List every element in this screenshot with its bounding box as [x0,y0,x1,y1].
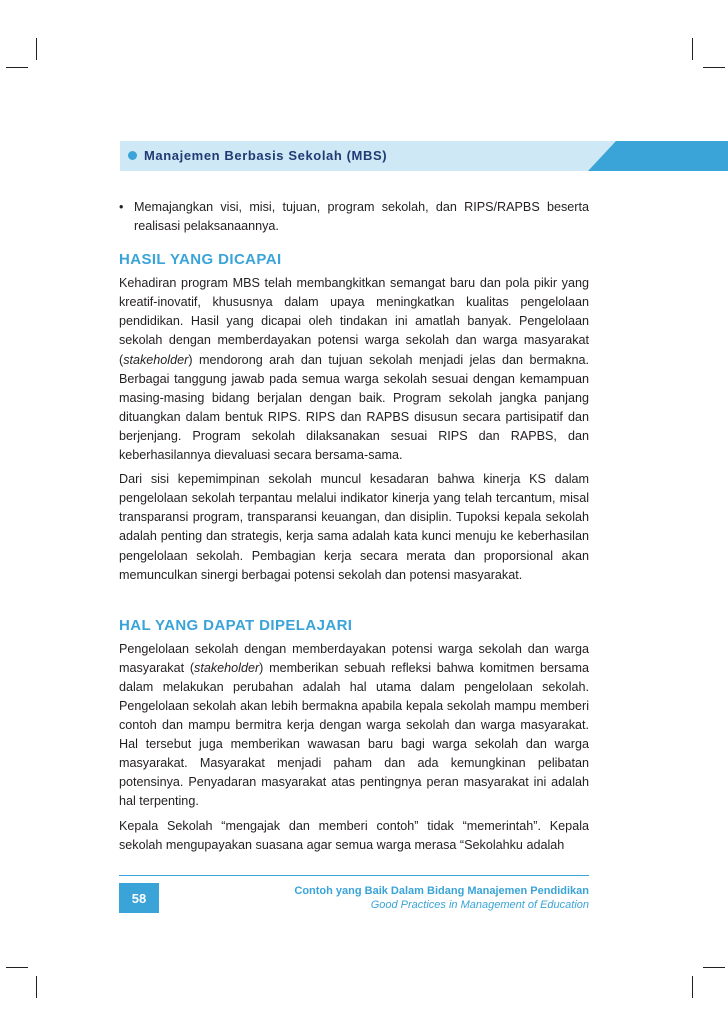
bullet-mark: • [119,200,124,214]
section-heading-results: HASIL YANG DICAPAI [119,251,282,269]
bullet-text: Memajangkan visi, misi, tujuan, program sekolah, dan RIPS/RAPBS beserta realisasi pelaksanaannya. [134,200,589,234]
bullet-dot-icon [128,151,137,160]
footer-title-line1: Contoh yang Baik Dalam Bidang Manajemen Pendidikan [294,885,589,897]
footer-title [294,884,589,912]
paragraph-text: ) memberikan sebuah refleksi bahwa komitmen bersama dalam melakukan perubahan adalah hal utama dalam pengelolaan sekolah. Pengelolaan sekolah akan lebih bermakna apabila kepala sekolah mampu memberi contoh dan mampu bermitra kerja dengan warga sekolah dan warga masyarakat. Hal tersebut juga memberikan wawasan baru bagi warga sekolah dan warga masyarakat. Masyarakat menjadi paham dan ada kemungkinan pelibatan potensinya. Penyadaran masyarakat atas pentingnya peran masyarakat ini adalah hal terpenting. [119,660,589,809]
paragraph [119,274,589,465]
section-header [128,148,387,163]
paragraph-italic: stakeholder [194,660,260,675]
page-content [119,198,589,860]
crop-mark [36,976,37,998]
paragraph-text: Pengelolaan sekolah dengan memberdayakan potensi warga sekolah dan warga masyarakat ( [119,641,589,675]
crop-mark [6,67,28,68]
footer-title-line2: Good Practices in Management of Education [370,899,589,911]
section-heading-lessons: HAL YANG DAPAT DIPELAJARI [119,616,353,634]
bullet-item [119,198,589,236]
footer-divider [119,875,589,876]
crop-mark [692,976,693,998]
paragraph: Dari sisi kepemimpinan sekolah muncul kesadaran bahwa kinerja KS dalam pengelolaan sekolah terpantau melalui indikator kinerja yang telah tercantum, misal transparansi program, transparansi keuangan, dan disiplin. Tupoksi kepala sekolah adalah penting dan strategis, kerja sama adalah kata kunci menuju ke keberhasilan pengelolaan sekolah. Pembagian kerja secara merata dan proporsional akan memunculkan sinergi berbagai potensi sekolah dan potensi masyarakat. [119,472,589,582]
crop-mark [36,38,37,60]
crop-mark [703,67,725,68]
page-number: 58 [119,883,159,913]
section-header-title: Manajemen Berbasis Sekolah (MBS) [144,148,388,163]
paragraph-italic: stakeholder [123,352,189,367]
crop-mark [692,38,693,60]
crop-mark [6,967,28,968]
paragraph-text: Kehadiran program MBS telah membangkitkan semangat baru dan pola pikir yang kreatif-inovatif, khususnya dalam upaya meningkatkan kualitas pengelolaan pendidikan. Hasil yang dicapai oleh tindakan ini amatlah banyak. Pengelolaan sekolah dengan memberdayakan potensi warga sekolah dan warga masyarakat ( [119,276,589,367]
crop-mark [703,967,725,968]
paragraph: Kepala Sekolah “mengajak dan memberi contoh” tidak “memerintah”. Kepala sekolah mengupayakan suasana agar semua warga merasa “Sekolahku adalah [119,818,589,852]
paragraph-text: ) mendorong arah dan tujuan sekolah menjadi jelas dan bermakna. Berbagai tanggung jawab pada semua warga sekolah sesuai dengan kemampuan masing-masing bidang berjalan dengan baik. Program sekolah jangka panjang dituangkan dalam bentuk RIPS. RIPS dan RAPBS disusun secara partisipatif dan berjenjang. Program sekolah dilaksanakan sesuai RIPS dan RAPBS, dan keberhasilannya dievaluasi secara bersama-sama. [119,352,589,463]
paragraph [119,640,589,812]
